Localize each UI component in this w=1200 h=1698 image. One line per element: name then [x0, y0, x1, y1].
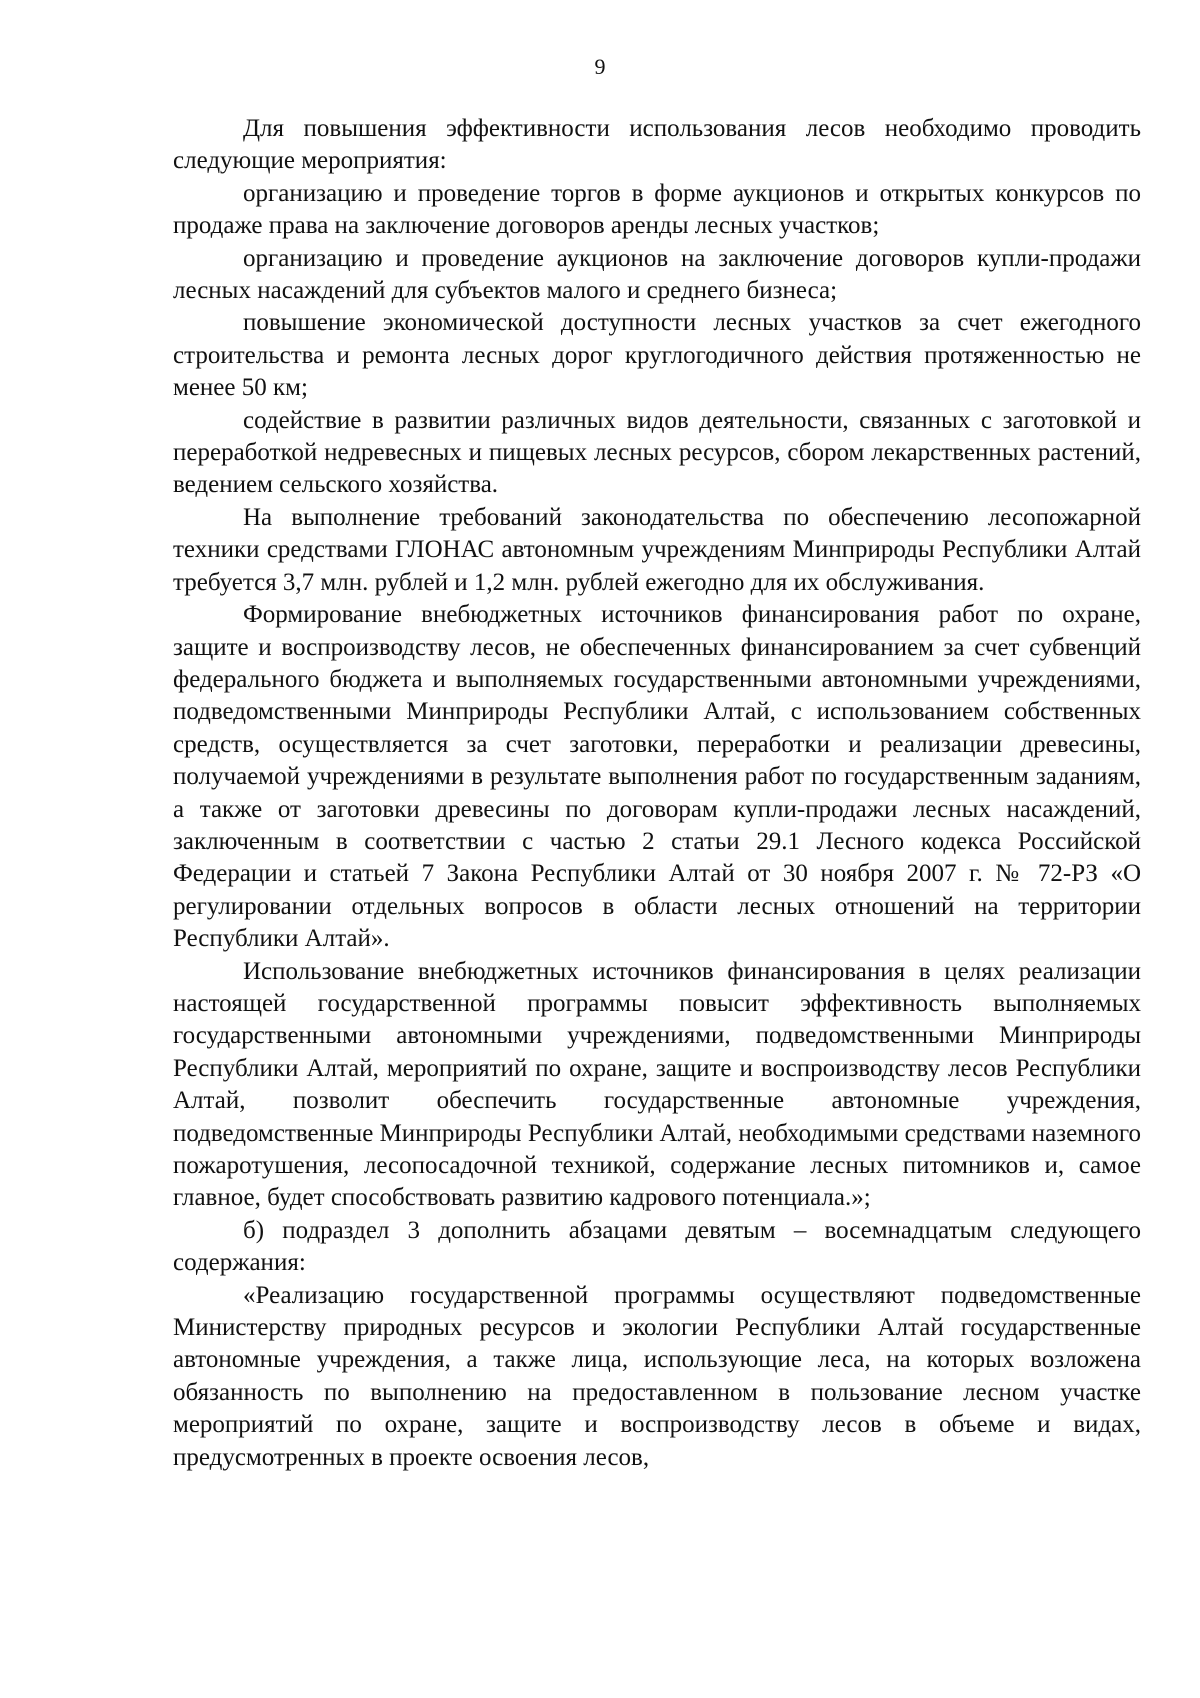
- paragraph-intro: Для повышения эффективности использования лесов необходимо проводить следующие мероприятия:: [173, 115, 1141, 175]
- paragraph-implementation: «Реализацию государственной программы осуществляют подведомственные Министерству природных ресурсов и экологии Республики Алтай государственные автономные учреждения, а также лица, использующие леса, на которых возложена обязанность по выполнению на предоставленном в пользование лесном участке мероприятий по охране, защите и воспроизводству лесов в объеме и видах, предусмотренных в проекте освоения лесов,: [173, 1281, 1141, 1471]
- paragraph-list-item-activities: содействие в развитии различных видов деятельности, связанных с заготовкой и переработкой недревесных и пищевых лесных ресурсов, сбором лекарственных растений, ведением сельского хозяйства.: [173, 406, 1141, 499]
- paragraph-list-item-auctions: организацию и проведение торгов в форме аукционов и открытых конкурсов по продаже права на заключение договоров аренды лесных участков;: [173, 179, 1141, 240]
- document-body: [173, 113, 1141, 1474]
- paragraph-extrabudgetary-formation: Формирование внебюджетных источников финансирования работ по охране, защите и воспроизводству лесов, не обеспеченных финансированием за счет субвенций федерального бюджета и выполняемых государственными автономными учреждениями, подведомственными Минприроды Республики Алтай, с использованием собственных средств, осуществляется за счет заготовки, переработки и реализации древесины, получаемой учреждениями в результате выполнения работ по государственным заданиям, а также от заготовки древесины по договорам купли-продажи лесных насаждений, заключенным в соответствии с частью 2 статьи 29.1 Лесного кодекса Российской Федерации и статьей 7 Закона Республики Алтай от 30 ноября 2007 г. № 72-РЗ «О регулировании отдельных вопросов в области лесных отношений на территории Республики Алтай».: [173, 601, 1141, 953]
- paragraph-glonass: На выполнение требований законодательства по обеспечению лесопожарной техники средствами ГЛОНАС автономным учреждениям Минприроды Республики Алтай требуется 3,7 млн. рублей и 1,2 млн. рублей ежегодно для их обслуживания.: [173, 503, 1141, 596]
- paragraph-list-item-contracts: организацию и проведение аукционов на заключение договоров купли-продажи лесных насаждений для субъектов малого и среднего бизнеса;: [173, 244, 1141, 305]
- paragraph-subsection-amendment: б) подраздел 3 дополнить абзацами девятым – восемнадцатым следующего содержания:: [173, 1216, 1141, 1277]
- paragraph-extrabudgetary-use: Использование внебюджетных источников финансирования в целях реализации настоящей государственной программы повысит эффективность выполняемых государственными автономными учреждениями, подведомственными Минприроды Республики Алтай, мероприятий по охране, защите и воспроизводству лесов Республики Алтай, позволит обеспечить государственные автономные учреждения, подведомственные Минприроды Республики Алтай, необходимыми средствами наземного пожаротушения, лесопосадочной техникой, содержание лесных питомников и, самое главное, будет способствовать развитию кадрового потенциала.»;: [173, 957, 1141, 1212]
- page-number: 9: [594, 54, 606, 79]
- paragraph-list-item-roads: повышение экономической доступности лесных участков за счет ежегодного строительства и ремонта лесных дорог круглогодичного действия протяженностью не менее 50 км;: [173, 309, 1141, 402]
